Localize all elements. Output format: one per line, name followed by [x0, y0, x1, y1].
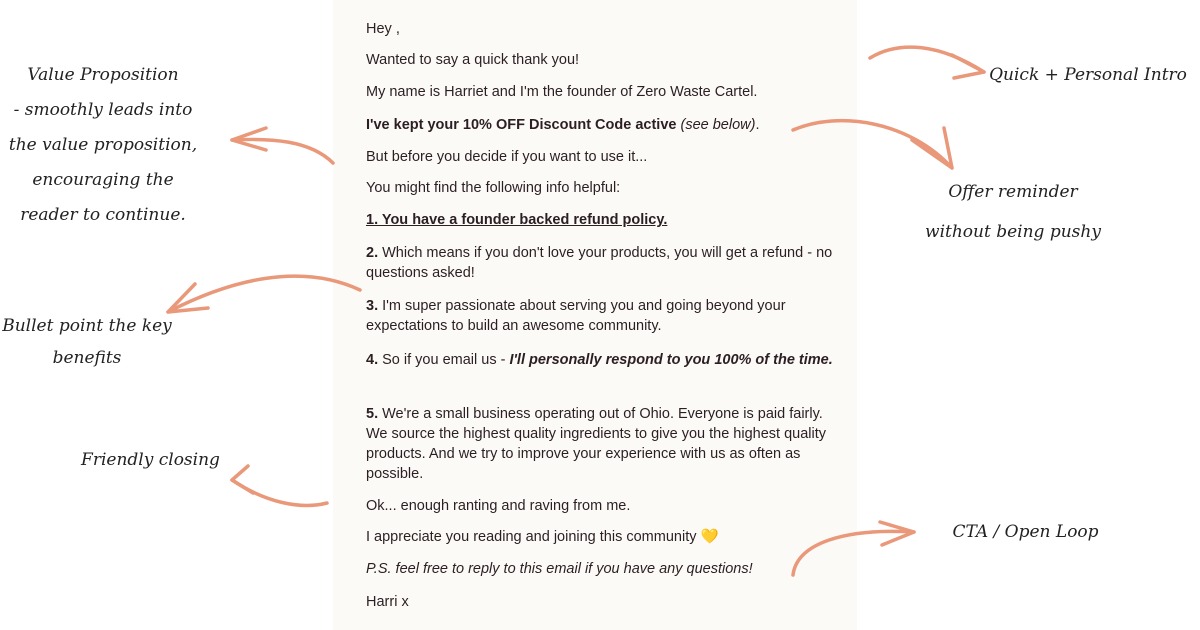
- annotation-value-proposition: [8, 58, 198, 233]
- benefit-4-text: So if you email us -: [378, 352, 510, 368]
- annotation-offer-reminder: [918, 172, 1108, 252]
- annotation-quick-intro: Quick + Personal Intro: [989, 65, 1187, 85]
- benefit-4-number: 4.: [366, 352, 379, 368]
- email-helpful: You might find the following info helpful:: [366, 180, 621, 196]
- discount-text: I've kept your 10% OFF Discount Code active: [366, 117, 677, 133]
- arrow-friendly-closing: [232, 466, 327, 505]
- benefit-3-text: I'm super passionate about serving you and going beyond your expectations to build an awesome community.: [366, 298, 786, 334]
- email-signoff: Harri x: [366, 594, 409, 610]
- email-ranting: Ok... enough ranting and raving from me.: [366, 498, 631, 514]
- benefit-1: 1. You have a founder backed refund policy.: [366, 212, 668, 228]
- benefit-5-number: 5.: [366, 406, 379, 422]
- email-intro: My name is Harriet and I'm the founder of Zero Waste Cartel.: [366, 84, 758, 100]
- offer-line-2: without being pushy: [925, 222, 1101, 242]
- value-prop-line-4: encouraging the: [32, 170, 174, 190]
- offer-line-1: Offer reminder: [948, 182, 1078, 202]
- appreciate-text: I appreciate you reading and joining this community: [366, 529, 697, 545]
- discount-note: (see below): [680, 117, 756, 133]
- arrow-quick-intro: [870, 47, 984, 78]
- annotation-cta: CTA / Open Loop: [952, 522, 1099, 542]
- arrow-offer-reminder: [793, 121, 952, 168]
- benefit-3-number: 3.: [366, 298, 379, 314]
- annotation-bullet-points: [2, 310, 172, 374]
- yellow-heart-icon: 💛: [700, 529, 719, 545]
- arrow-cta: [793, 522, 914, 575]
- discount-period: .: [755, 117, 760, 133]
- bullets-line-1: Bullet point the key: [2, 316, 172, 336]
- value-prop-line-2: - smoothly leads into: [13, 100, 193, 120]
- benefit-2-number: 2.: [366, 245, 379, 261]
- arrow-value-proposition: [232, 128, 333, 163]
- benefit-4-emphasis: I'll personally respond to you 100% of the time.: [509, 352, 833, 368]
- value-prop-line-5: reader to continue.: [20, 205, 186, 225]
- bullets-line-2: benefits: [52, 348, 122, 368]
- email-before: But before you decide if you want to use it...: [366, 149, 648, 165]
- email-thanks: Wanted to say a quick thank you!: [366, 52, 580, 68]
- email-ps: P.S. feel free to reply to this email if you have any questions!: [366, 561, 753, 577]
- email-greeting: Hey ,: [366, 21, 400, 37]
- benefit-2-text: Which means if you don't love your products, you will get a refund - no questions asked!: [366, 245, 833, 281]
- arrow-bullet-points: [168, 276, 360, 312]
- benefit-5-text: We're a small business operating out of Ohio. Everyone is paid fairly. We source the highest quality ingredients to give you the highest quality products. And we try to improve your experience with us as often as possible.: [366, 406, 826, 482]
- value-prop-line-1: Value Proposition: [27, 65, 179, 85]
- annotation-friendly-closing: Friendly closing: [81, 450, 220, 470]
- value-prop-line-3: the value proposition,: [8, 135, 198, 155]
